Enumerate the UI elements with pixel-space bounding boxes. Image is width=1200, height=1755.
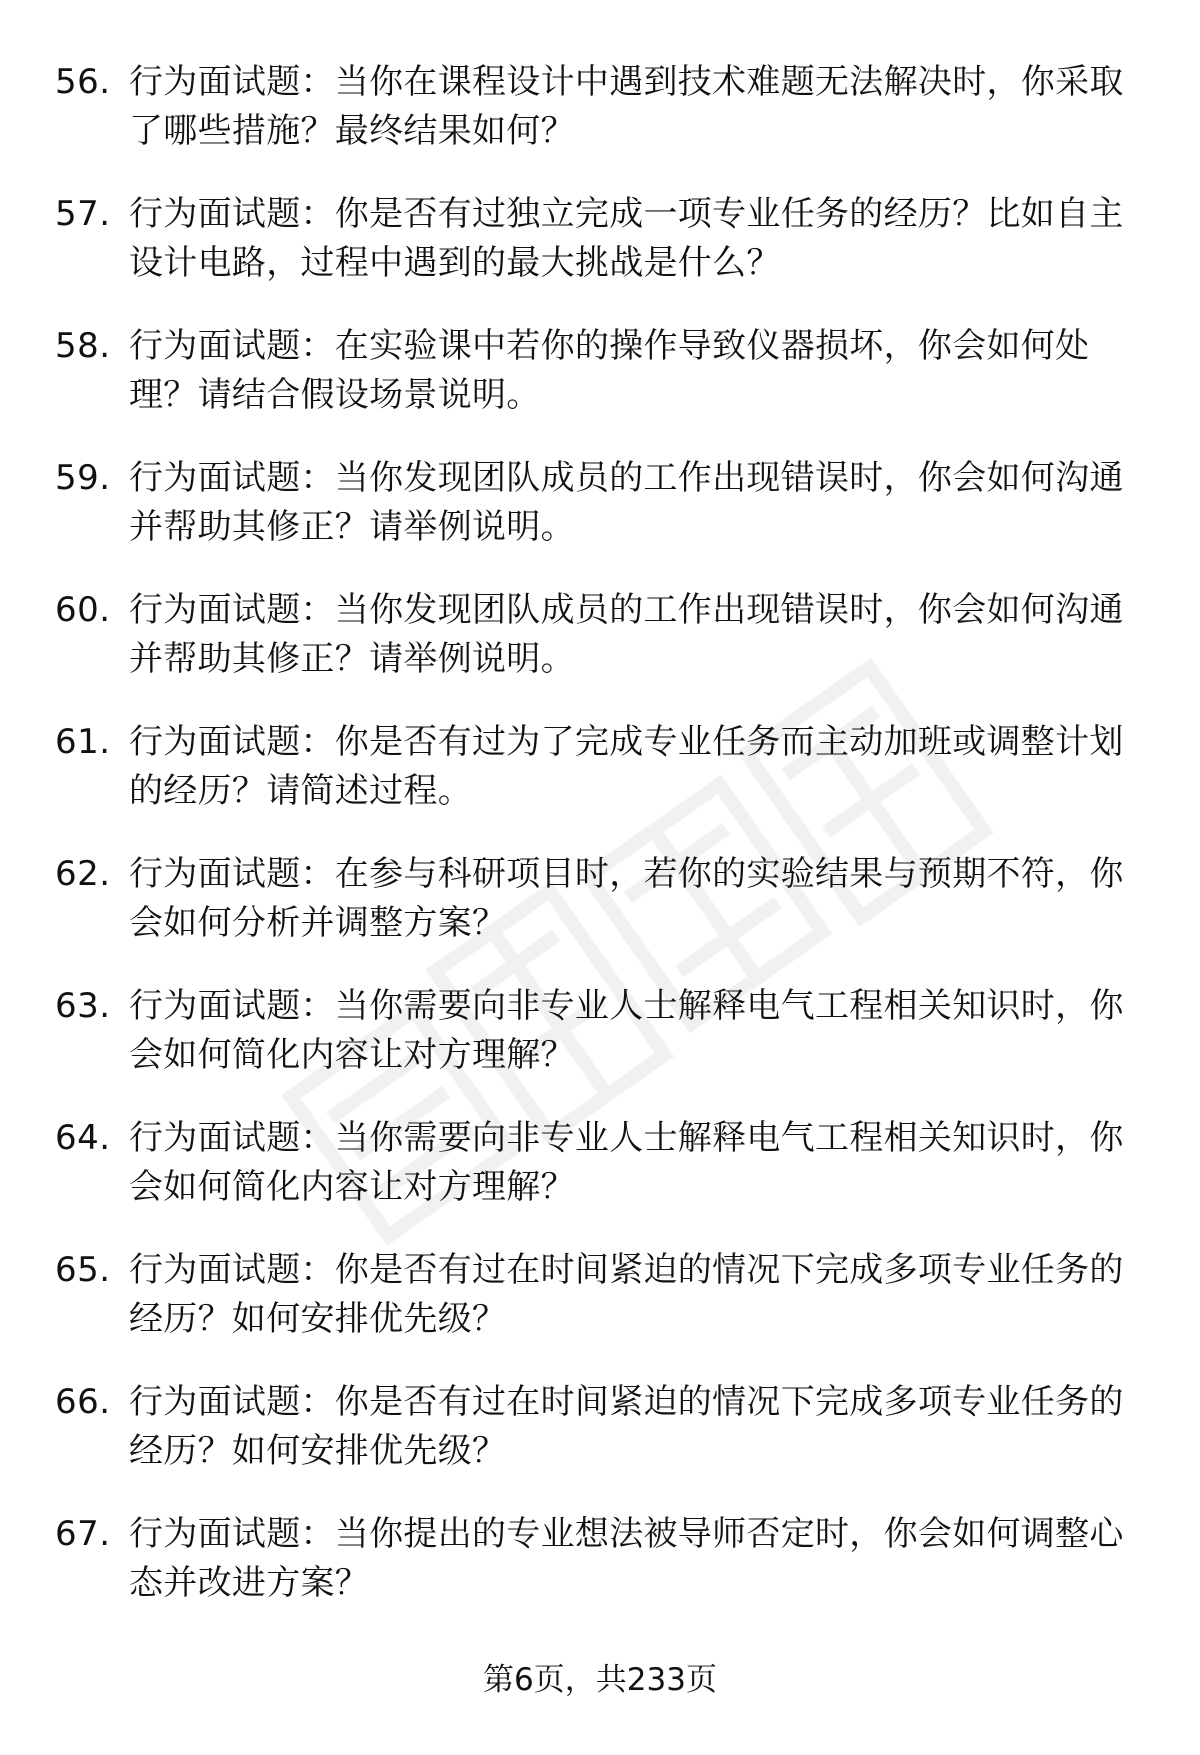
question-text: 行为面试题：当你需要向非专业人士解释电气工程相关知识时，你会如何简化内容让对方理解？ <box>129 986 1124 1075</box>
question-number: 67. <box>55 1514 111 1554</box>
question-text: 行为面试题：当你发现团队成员的工作出现错误时，你会如何沟通并帮助其修正？请举例说明。 <box>129 458 1124 547</box>
question-number: 58. <box>55 326 111 366</box>
question-number: 60. <box>55 590 111 630</box>
list-item <box>55 850 1145 982</box>
list-item <box>55 1114 1145 1246</box>
list-item <box>55 718 1145 850</box>
question-text: 行为面试题：当你需要向非专业人士解释电气工程相关知识时，你会如何简化内容让对方理解？ <box>129 1118 1124 1207</box>
question-text: 行为面试题：你是否有过在时间紧迫的情况下完成多项专业任务的经历？如何安排优先级？ <box>129 1250 1124 1339</box>
question-number: 56. <box>55 62 111 102</box>
list-item <box>55 1246 1145 1378</box>
question-number: 62. <box>55 854 111 894</box>
question-text: 行为面试题：在实验课中若你的操作导致仪器损坏，你会如何处理？请结合假设场景说明。 <box>129 326 1090 415</box>
question-number: 59. <box>55 458 111 498</box>
question-list <box>55 58 1145 1642</box>
list-item <box>55 982 1145 1114</box>
question-number: 63. <box>55 986 111 1026</box>
question-number: 65. <box>55 1250 111 1290</box>
question-number: 64. <box>55 1118 111 1158</box>
question-text: 行为面试题：你是否有过在时间紧迫的情况下完成多项专业任务的经历？如何安排优先级？ <box>129 1382 1124 1471</box>
list-item <box>55 322 1145 454</box>
list-item <box>55 454 1145 586</box>
question-text: 行为面试题：你是否有过为了完成专业任务而主动加班或调整计划的经历？请简述过程。 <box>129 722 1124 811</box>
question-text: 行为面试题：当你发现团队成员的工作出现错误时，你会如何沟通并帮助其修正？请举例说明。 <box>129 590 1124 679</box>
list-item <box>55 586 1145 718</box>
list-item <box>55 1510 1145 1642</box>
question-text: 行为面试题：当你在课程设计中遇到技术难题无法解决时，你采取了哪些措施？最终结果如何？ <box>129 62 1124 151</box>
page-indicator: 第6页，共233页 <box>483 1662 717 1698</box>
list-item <box>55 190 1145 322</box>
list-item <box>55 58 1145 190</box>
question-text: 行为面试题：在参与科研项目时，若你的实验结果与预期不符，你会如何分析并调整方案？ <box>129 854 1124 943</box>
question-number: 57. <box>55 194 111 234</box>
question-text: 行为面试题：你是否有过独立完成一项专业任务的经历？比如自主设计电路，过程中遇到的最大挑战是什么？ <box>129 194 1124 283</box>
list-item <box>55 1378 1145 1510</box>
question-number: 61. <box>55 722 111 762</box>
question-text: 行为面试题：当你提出的专业想法被导师否定时，你会如何调整心态并改进方案？ <box>129 1514 1124 1603</box>
question-number: 66. <box>55 1382 111 1422</box>
